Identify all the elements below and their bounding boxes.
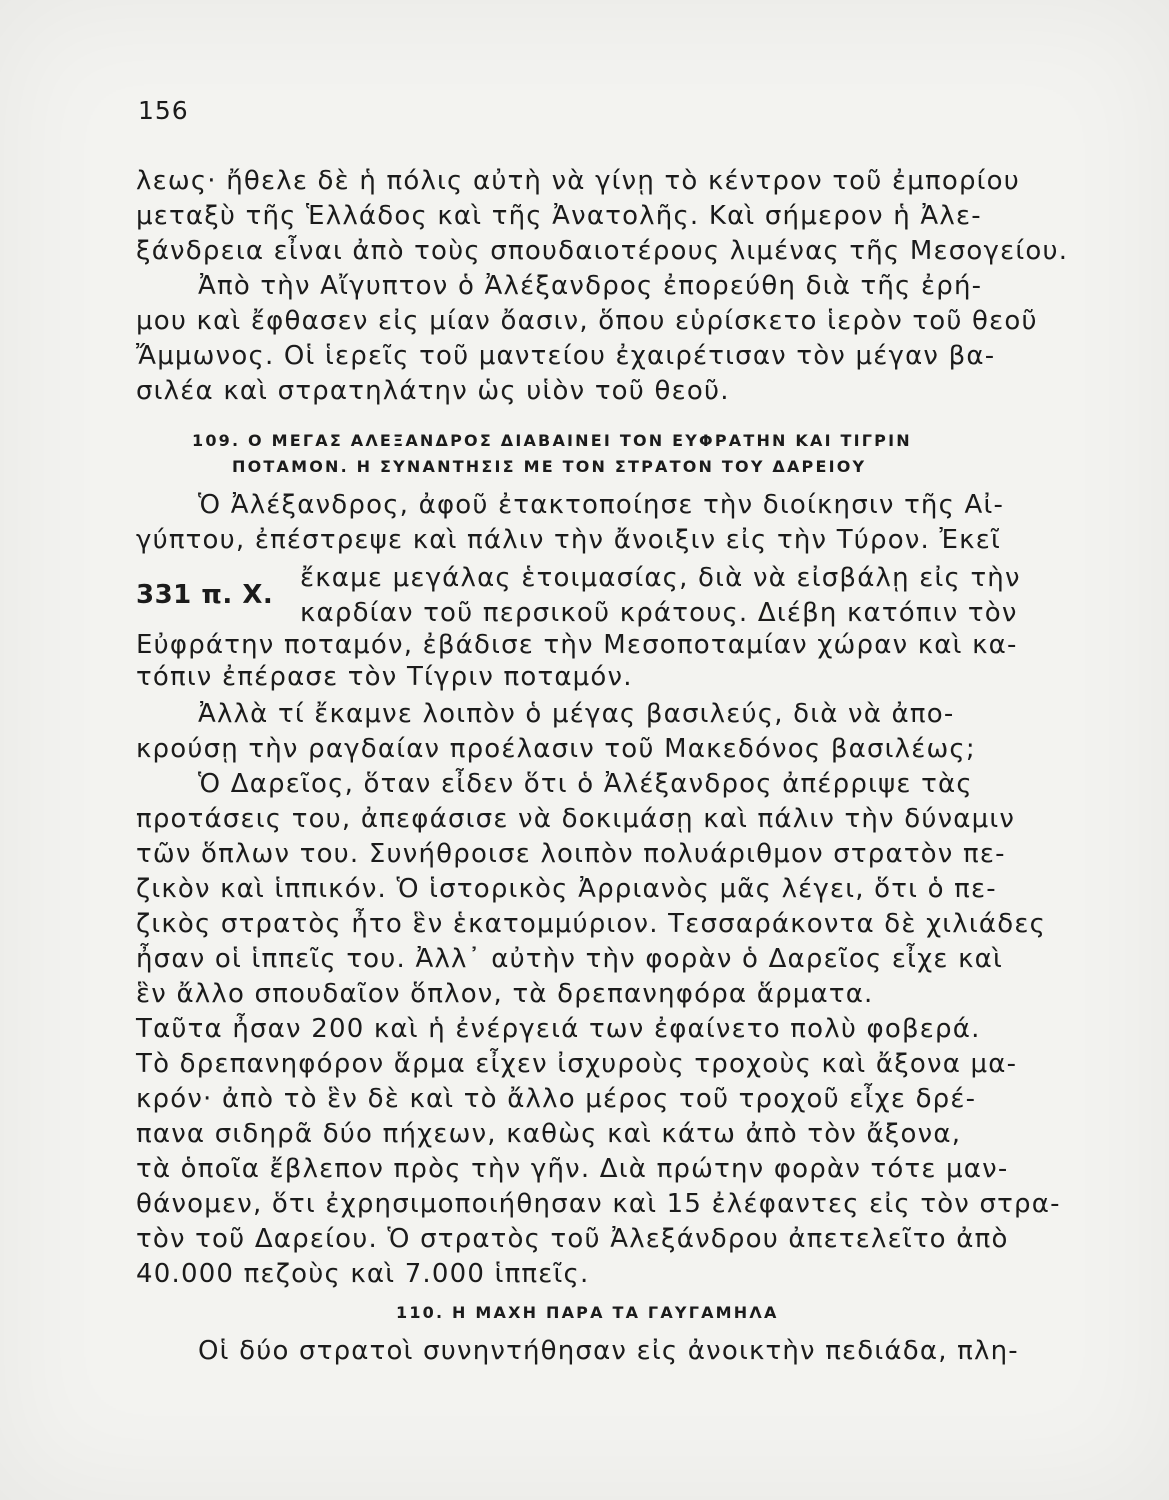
text-line: κρούσῃ τὴν ραγδαίαν προέλασιν τοῦ Μακεδόνος βασιλέως; <box>136 734 976 764</box>
text-line: τὰ ὁποῖα ἔβλεπον πρὸς τὴν γῆν. Διὰ πρώτην φορὰν τότε μαν- <box>136 1154 1009 1184</box>
text-line: γύπτου, ἐπέστρεψε καὶ πάλιν τὴν ἄνοιξιν εἰς τὴν Τύρον. Ἐκεῖ <box>136 525 1001 555</box>
section-109-heading-line2: ΠΟΤΑΜΟΝ. Η ΣΥΝΑΝΤΗΣΙΣ ΜΕ ΤΟΝ ΣΤΡΑΤΟΝ ΤΟΥ ΔΑΡΕΙΟΥ <box>232 457 867 476</box>
text-line: πανα σιδηρᾶ δύο πήχεων, καθὼς καὶ κάτω ἀπὸ τὸν ἄξονα, <box>136 1119 962 1149</box>
text-line: μεταξὺ τῆς Ἑλλάδος καὶ τῆς Ἀνατολῆς. Καὶ σήμερον ἡ Ἀλε- <box>136 201 982 231</box>
text-line: καρδίαν τοῦ περσικοῦ κράτους. Διέβη κατόπιν τὸν <box>300 598 1018 628</box>
text-line: Ὁ Δαρεῖος, ὅταν εἶδεν ὅτι ὁ Ἀλέξανδρος ἀπέρριψε τὰς <box>198 769 973 799</box>
text-line: 40.000 πεζοὺς καὶ 7.000 ἱππεῖς. <box>136 1259 590 1289</box>
text-line: λεως· ἤθελε δὲ ἡ πόλις αὐτὴ νὰ γίνῃ τὸ κέντρον τοῦ ἐμπορίου <box>136 166 1020 196</box>
text-line: Ταῦτα ἦσαν 200 καὶ ἡ ἐνέργειά των ἐφαίνετο πολὺ φοβερά. <box>136 1014 981 1044</box>
text-line: ἦσαν οἱ ἱππεῖς του. Ἀλλ᾽ αὐτὴν τὴν φορὰν ὁ Δαρεῖος εἶχε καὶ <box>136 944 1003 974</box>
text-line: σιλέα καὶ στρατηλάτην ὡς υἱὸν τοῦ θεοῦ. <box>136 376 730 406</box>
text-line: τόπιν ἐπέρασε τὸν Τίγριν ποταμόν. <box>136 662 633 692</box>
section-110-heading: 110. Η ΜΑΧΗ ΠΑΡΑ ΤΑ ΓΑΥΓΑΜΗΛΑ <box>396 1303 779 1322</box>
text-line: Ἀλλὰ τί ἔκαμνε λοιπὸν ὁ μέγας βασιλεύς, διὰ νὰ ἀπο- <box>198 699 955 729</box>
text-line: Τὸ δρεπανηφόρον ἅρμα εἶχεν ἰσχυροὺς τροχοὺς καὶ ἄξονα μα- <box>136 1049 1018 1079</box>
page-number: 156 <box>138 96 189 125</box>
text-line: Ἄμμωνος. Οἱ ἱερεῖς τοῦ μαντείου ἐχαιρέτισαν τὸν μέγαν βα- <box>136 341 996 371</box>
text-line: μου καὶ ἔφθασεν εἰς μίαν ὄασιν, ὅπου εὑρίσκετο ἱερὸν τοῦ θεοῦ <box>136 306 1038 336</box>
text-line: Ὁ Ἀλέξανδρος, ἀφοῦ ἐτακτοποίησε τὴν διοίκησιν τῆς Αἰ- <box>198 490 1005 520</box>
text-line: θάνομεν, ὅτι ἐχρησιμοποιήθησαν καὶ 15 ἐλέφαντες εἰς τὸν στρα- <box>136 1189 1061 1219</box>
text-line: ζικὸς στρατὸς ἦτο ἓν ἑκατομμύριον. Τεσσαράκοντα δὲ χιλιάδες <box>136 909 1047 939</box>
margin-date: 331 π. Χ. <box>136 580 274 610</box>
text-line: ἓν ἄλλο σπουδαῖον ὅπλον, τὰ δρεπανηφόρα ἅρματα. <box>136 979 874 1009</box>
text-line: Εὐφράτην ποταμόν, ἐβάδισε τὴν Μεσοποταμίαν χώραν καὶ κα- <box>136 630 1018 660</box>
text-line: τῶν ὅπλων του. Συνήθροισε λοιπὸν πολυάριθμον στρατὸν πε- <box>136 839 1006 869</box>
text-line: προτάσεις του, ἀπεφάσισε νὰ δοκιμάσῃ καὶ πάλιν τὴν δύναμιν <box>136 804 1016 834</box>
text-line: τὸν τοῦ Δαρείου. Ὁ στρατὸς τοῦ Ἀλεξάνδρου ἀπετελεῖτο ἀπὸ <box>136 1224 1009 1254</box>
text-line: κρόν· ἀπὸ τὸ ἓν δὲ καὶ τὸ ἄλλο μέρος τοῦ τροχοῦ εἶχε δρέ- <box>136 1084 977 1114</box>
section-109-heading: 109. Ο ΜΕΓΑΣ ΑΛΕΞΑΝΔΡΟΣ ΔΙΑΒΑΙΝΕΙ ΤΟΝ ΕΥΦΡΑΤΗΝ ΚΑΙ ΤΙΓΡΙΝ <box>192 431 912 450</box>
text-line: ξάνδρεια εἶναι ἀπὸ τοὺς σπουδαιοτέρους λιμένας τῆς Μεσογείου. <box>136 236 1069 266</box>
text-line: ἔκαμε μεγάλας ἑτοιμασίας, διὰ νὰ εἰσβάλῃ εἰς τὴν <box>300 563 1021 593</box>
text-line: ζικὸν καὶ ἱππικόν. Ὁ ἱστορικὸς Ἀρριανὸς μᾶς λέγει, ὅτι ὁ πε- <box>136 874 997 904</box>
text-line: Ἀπὸ τὴν Αἴγυπτον ὁ Ἀλέξανδρος ἐπορεύθη διὰ τῆς ἐρή- <box>198 271 983 301</box>
text-line: Οἱ δύο στρατοὶ συνηντήθησαν εἰς ἀνοικτὴν πεδιάδα, πλη- <box>198 1336 1019 1366</box>
